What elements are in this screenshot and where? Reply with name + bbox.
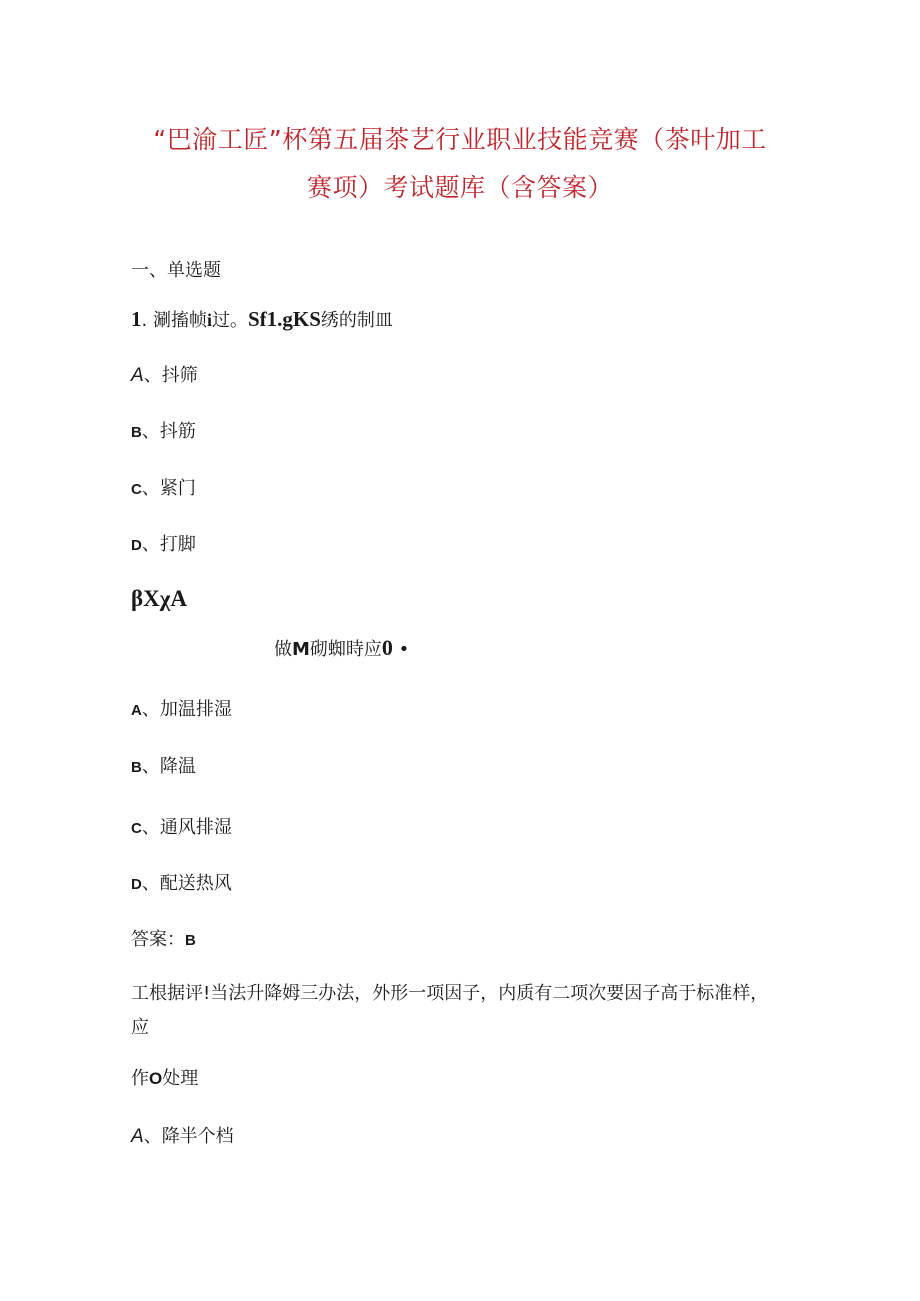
- question-2-text-a: 做: [274, 639, 292, 660]
- option-text: 降温: [159, 756, 196, 777]
- document-title-line-2: 赛项）考试题库（含答案）: [306, 173, 613, 202]
- question-2-text-e: •: [392, 639, 410, 660]
- option-letter: A: [131, 702, 142, 719]
- question-3-text-c: 处理: [162, 1068, 199, 1089]
- question-1-text-e: 绣的制皿: [320, 310, 393, 331]
- question-2-text-d: 0: [381, 635, 393, 660]
- option-separator: 、: [143, 365, 162, 386]
- option-text: 打脚: [159, 534, 196, 555]
- question-2: [274, 636, 409, 662]
- option-separator: 、: [141, 873, 160, 894]
- option-text: 通风排湿: [159, 817, 232, 838]
- question-3-text-b: O: [149, 1069, 163, 1088]
- option-letter: B: [131, 424, 142, 441]
- option-text: 抖筋: [159, 421, 196, 442]
- option-separator: 、: [141, 478, 160, 499]
- option-separator: 、: [141, 421, 160, 442]
- question-3-text-a: 作: [131, 1068, 149, 1089]
- question-3-option-a: [131, 1125, 234, 1149]
- question-1-text-c: 过。: [211, 310, 248, 331]
- question-2-text-b: M: [292, 639, 310, 660]
- question-1: [131, 307, 393, 333]
- question-1-answer: βXχA: [131, 586, 187, 611]
- option-text: 紧门: [159, 478, 196, 499]
- question-2-option-d: [131, 872, 232, 897]
- option-letter: A: [131, 1126, 144, 1147]
- question-1-text-a: 涮搐帧: [147, 310, 207, 331]
- question-2-option-b: [131, 755, 196, 780]
- option-separator: 、: [141, 534, 160, 555]
- question-1-dot: .: [141, 310, 148, 331]
- option-separator: 、: [143, 1126, 162, 1147]
- question-1-option-c: [131, 477, 196, 502]
- question-1-number: 1: [131, 307, 142, 331]
- answer-value: B: [185, 932, 196, 949]
- option-letter: C: [131, 820, 142, 837]
- option-letter: C: [131, 481, 142, 498]
- option-separator: 、: [141, 817, 160, 838]
- option-text: 加温排湿: [159, 699, 232, 720]
- option-text: 抖筛: [161, 365, 198, 386]
- document-title-line-1: “巴渝工匠”杯第五届茶艺行业职业技能竞赛（茶叶加工: [153, 125, 767, 154]
- question-1-option-b: [131, 420, 196, 445]
- option-letter: D: [131, 876, 142, 893]
- question-2-answer: [131, 928, 196, 953]
- question-2-option-c: [131, 816, 232, 841]
- option-text: 配送热风: [159, 873, 232, 894]
- question-2-option-a: [131, 698, 232, 723]
- answer-label: 答案：: [131, 929, 185, 950]
- section-heading: 一、单选题: [131, 260, 221, 281]
- option-separator: 、: [141, 699, 160, 720]
- option-letter: D: [131, 537, 142, 554]
- option-text: 降半个档: [161, 1126, 234, 1147]
- question-3-text: 工根据评!当法升降姆三办法，外形一项因子，内质有二项次要因子高于标准样，应: [131, 983, 769, 1038]
- question-1-option-a: [131, 364, 198, 388]
- question-2-text-c: 砌蜘時应: [309, 639, 382, 660]
- option-separator: 、: [141, 756, 160, 777]
- option-letter: B: [131, 759, 142, 776]
- question-1-text-d: Sf1.gKS: [247, 307, 321, 331]
- question-1-text-b: i: [206, 310, 212, 330]
- question-3-text-continued: [131, 1067, 198, 1091]
- question-1-option-d: [131, 533, 196, 558]
- option-letter: A: [131, 365, 144, 386]
